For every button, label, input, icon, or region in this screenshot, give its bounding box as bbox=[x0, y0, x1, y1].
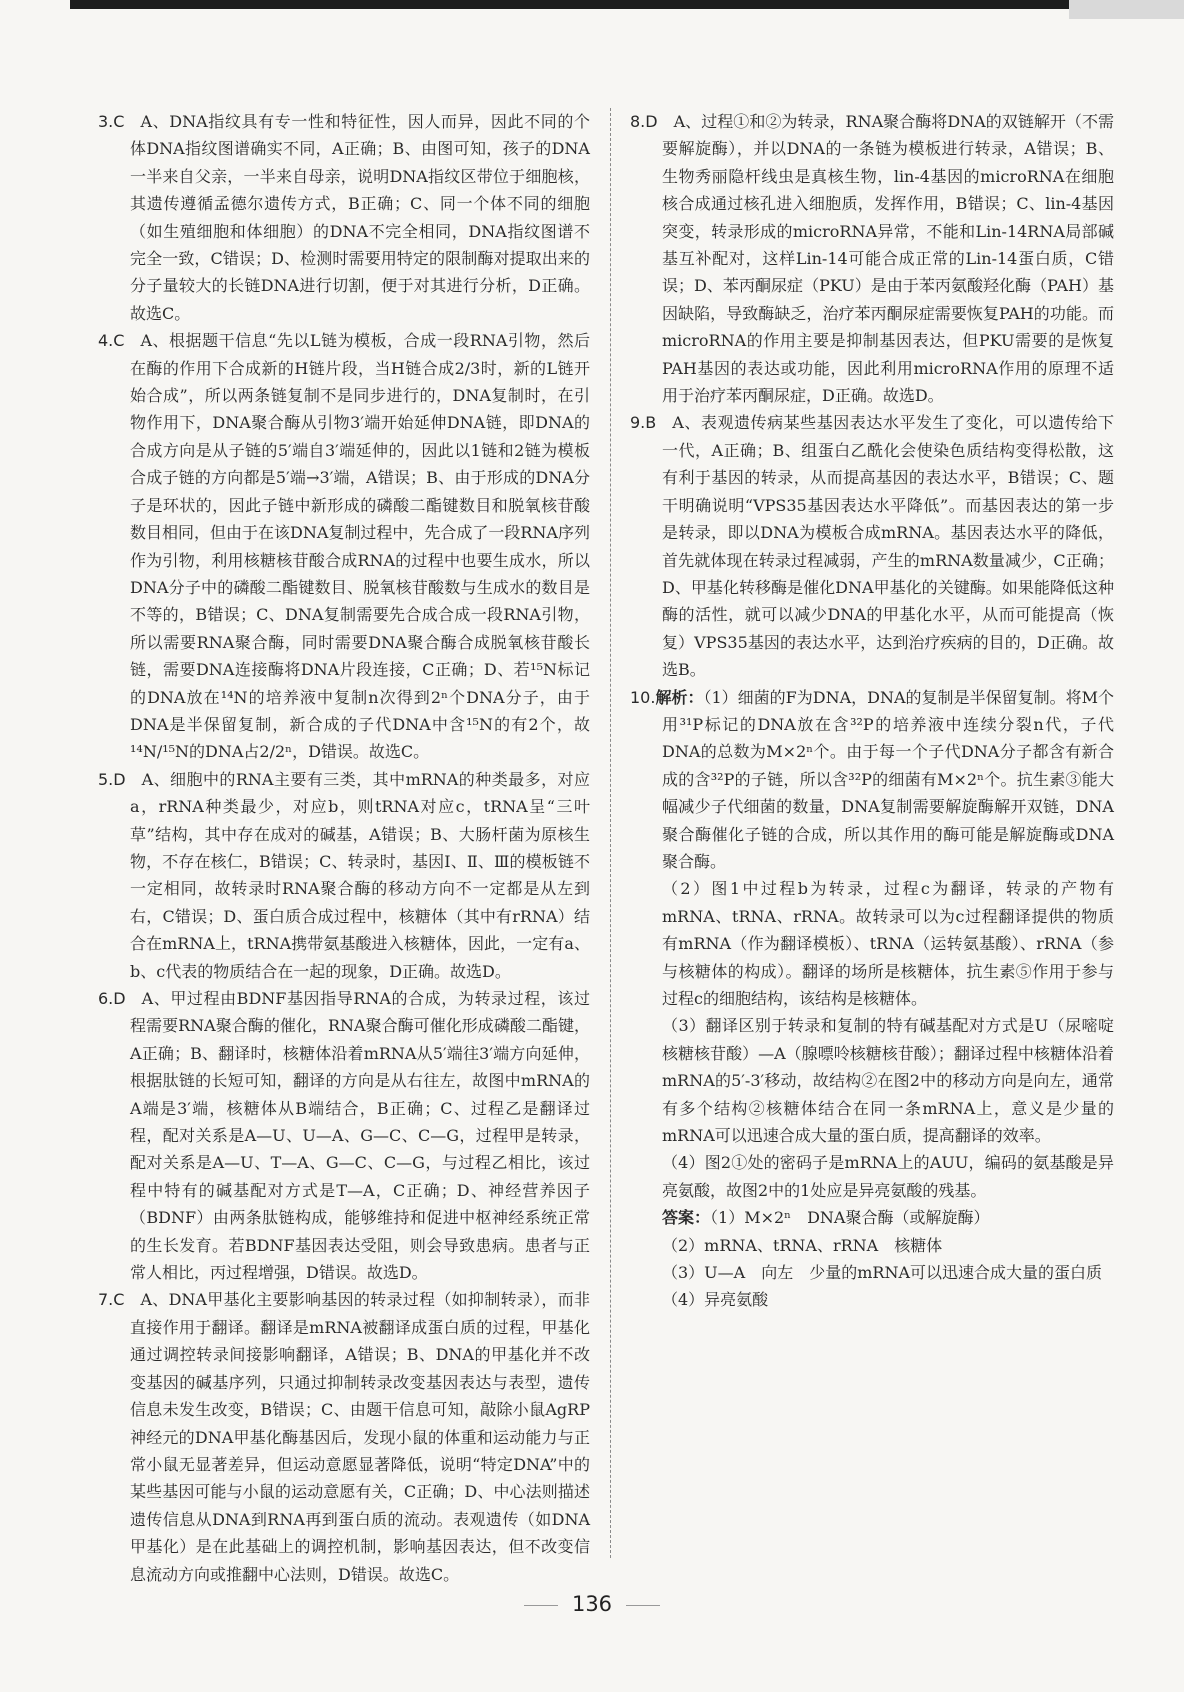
page-top-edge bbox=[70, 0, 1070, 9]
page-number: 136 bbox=[571, 1592, 613, 1616]
footer-dash-right bbox=[626, 1605, 660, 1606]
question-explanation: A、DNA指纹具有专一性和特征性，因人而异，因此不同的个体DNA指纹图谱确实不同，A正确；B、由图可知，孩子的DNA一半来自父亲，一半来自母亲，说明DNA指纹区带位于细胞核，其遗传遵循孟德尔遗传方式，B正确；C、同一个体不同的细胞（如生殖细胞和体细胞）的DNA不完全相同，DNA指纹图谱不完全一致，C错误；D、检测时需要用特定的限制酶对提取出来的分子量较大的长链DNA进行切割，便于对其进行分析，D正确。故选C。 bbox=[130, 112, 590, 323]
answer-line-4: （4）异亮氨酸 bbox=[662, 1290, 769, 1310]
answer-label: 答案： bbox=[662, 1208, 711, 1228]
question-answer: B bbox=[645, 413, 657, 433]
question-10-part-1 bbox=[630, 684, 1114, 876]
question-number: 9. bbox=[630, 413, 646, 433]
question-explanation: A、DNA甲基化主要影响基因的转录过程（如抑制转录），而非直接作用于翻译。翻译是mRNA被翻译成蛋白质的过程，甲基化通过调控转录间接影响翻译，A错误；B、DNA的甲基化并不改变基因的碱基序列，只通过抑制转录改变基因表达与表型，遗传信息未发生改变，B错误；C、由题干信息可知，敲除小鼠AgRP神经元的DNA甲基化酶基因后，发现小鼠的体重和运动能力与正常小鼠无显著差异，但运动意愿显著降低，说明“特定DNA”中的某些基因可能与小鼠的运动意愿有关，C正确；D、中心法则描述遗传信息从DNA到RNA再到蛋白质的流动。表观遗传（如DNA甲基化）是在此基础上的调控机制，影响基因表达，但不改变信息流动方向或推翻中心法则，D错误。故选C。 bbox=[130, 1290, 590, 1584]
answer-text: （1）M×2ⁿ DNA聚合酶（或解旋酶） bbox=[710, 1208, 990, 1228]
question-4 bbox=[98, 327, 590, 766]
question-explanation: A、表观遗传病某些基因表达水平发生了变化，可以遗传给下一代，A正确；B、组蛋白乙酰化会使染色质结构变得松散，这有利于基因的转录，从而提高基因的表达水平，B错误；C、题干明确说明“VPS35基因表达水平降低”。而基因表达的第一步是转录，即以DNA为模板合成mRNA。基因表达水平的降低，首先就体现在转录过程减弱，产生的mRNA数量减少，C正确；D、甲基化转移酶是催化DNA甲基化的关键酶。如果能降低这种酶的活性，就可以减少DNA的甲基化水平，从而可能提高（恢复）VPS35基因的表达水平，达到治疗疾病的目的，D正确。故选B。 bbox=[662, 413, 1114, 680]
column-divider bbox=[610, 108, 611, 1558]
question-number: 7. bbox=[98, 1290, 114, 1310]
question-number: 6. bbox=[98, 989, 114, 1008]
right-column bbox=[630, 108, 1114, 1314]
answer-line-1 bbox=[630, 1204, 1114, 1231]
answer-line-2: （2）mRNA、tRNA、rRNA 核糖体 bbox=[662, 1235, 943, 1255]
page-corner-tab bbox=[1069, 0, 1184, 19]
question-10-part-3: （3）翻译区别于转录和复制的特有碱基配对方式是U（尿嘧啶核糖核苷酸）—A（腺嘌呤核糖核苷酸）；翻译过程中核糖体沿着mRNA的5′-3′移动，故结构②在图2中的移动方向是向左，通常有多个结构②核糖体结合在同一条mRNA上，意义是少量的mRNA可以迅速合成大量的蛋白质，提高翻译的效率。 bbox=[662, 1016, 1114, 1146]
question-explanation: A、细胞中的RNA主要有三类，其中mRNA的种类最多，对应a，rRNA种类最少，对应b，则tRNA对应c，tRNA呈“三叶草”结构，其中存在成对的碱基，A错误；B、大肠杆菌为原核生物，不存在核仁，B错误；C、转录时，基因Ⅰ、Ⅱ、Ⅲ的模板链不一定相同，故转录时RNA聚合酶的移动方向不一定都是从左到右，C错误；D、蛋白质合成过程中，核糖体（其中有rRNA）结合在mRNA上，tRNA携带氨基酸进入核糖体，因此，一定有a、b、c代表的物质结合在一起的现象，D正确。故选D。 bbox=[130, 769, 590, 981]
question-6 bbox=[98, 985, 590, 1286]
question-answer: D bbox=[113, 769, 126, 789]
question-explanation: A、过程①和②为转录，RNA聚合酶将DNA的双链解开（不需要解旋酶），并以DNA的一条链为模板进行转录，A错误；B、生物秀丽隐杆线虫是真核生物，lin-4基因的microRNA在细胞核合成通过核孔进入细胞质，发挥作用，B错误；C、lin-4基因突变，转录形成的microRNA异常，不能和Lin-14RNA局部碱基互补配对，这样Lin-14可能合成正常的Lin-14蛋白质，C错误；D、苯丙酮尿症（PKU）是由于苯丙氨酸羟化酶（PAH）基因缺陷，导致酶缺乏，治疗苯丙酮尿症需要恢复PAH的功能。而microRNA的作用主要是抑制基因表达，但PKU需要的是恢复PAH基因的表达或功能，因此利用microRNA作用的原理不适用于治疗苯丙酮尿症，D正确。故选D。 bbox=[662, 112, 1114, 406]
question-answer: D bbox=[645, 112, 658, 131]
page-footer bbox=[0, 1592, 1184, 1616]
question-10-part-4: （4）图2①处的密码子是mRNA上的AUU，编码的氨基酸是异亮氨酸，故图2中的1处应是异亮氨酸的残基。 bbox=[662, 1153, 1114, 1200]
question-10-part-2: （2）图1中过程b为转录，过程c为翻译，转录的产物有mRNA、tRNA、rRNA。故转录可以为c过程翻译提供的物质有mRNA（作为翻译模板）、tRNA（运转氨基酸）、rRNA（参与核糖体的构成）。翻译的场所是核糖体，抗生素⑤作用于参与过程c的细胞结构，该结构是核糖体。 bbox=[662, 879, 1114, 1008]
question-explanation: A、甲过程由BDNF基因指导RNA的合成，为转录过程，该过程需要RNA聚合酶的催化，RNA聚合酶可催化形成磷酸二酯键，A正确；B、翻译时，核糖体沿着mRNA从5′端往3′端方向延伸，根据肽链的长短可知，翻译的方向是从右往左，故图中mRNA的A端是3′端，核糖体从B端结合，B正确；C、过程乙是翻译过程，配对关系是A—U、U—A、G—C、C—G，过程甲是转录，配对关系是A—U、T—A、G—C、C—G，与过程乙相比，该过程中特有的碱基配对方式是T—A，C正确；D、神经营养因子（BDNF）由两条肽链构成，能够维持和促进中枢神经系统正常的生长发育。若BDNF基因表达受阻，则会导致患病。患者与正常人相比，丙过程增强，D错误。故选D。 bbox=[130, 989, 590, 1283]
question-answer: C bbox=[113, 1290, 125, 1310]
question-number: 8. bbox=[630, 112, 646, 131]
answer-line-3: （3）U—A 向左 少量的mRNA可以迅速合成大量的蛋白质 bbox=[662, 1263, 1102, 1283]
question-answer: C bbox=[113, 112, 125, 131]
question-5 bbox=[98, 766, 590, 985]
question-number: 5. bbox=[98, 769, 114, 789]
question-7 bbox=[98, 1286, 590, 1587]
left-column bbox=[98, 108, 590, 1588]
analysis-label: 解析： bbox=[655, 687, 704, 707]
question-answer: D bbox=[113, 989, 126, 1008]
question-answer: C bbox=[113, 331, 125, 351]
question-8 bbox=[630, 108, 1114, 409]
question-3 bbox=[98, 108, 590, 327]
analysis-text: （1）细菌的F为DNA，DNA的复制是半保留复制。将M个用³¹P标记的DNA放在含³²P的培养液中连续分裂n代，子代DNA的总数为M×2ⁿ个。由于每一个子代DNA分子都含有新合成的含³²P的子链，所以含³²P的细菌有M×2ⁿ个。抗生素③能大幅减少子代细菌的数量，DNA复制需要解旋酶解开双链，DNA聚合酶催化子链的合成，所以其作用的酶可能是解旋酶或DNA聚合酶。 bbox=[662, 687, 1114, 871]
question-number: 10. bbox=[630, 687, 656, 707]
question-explanation: A、根据题干信息“先以L链为模板，合成一段RNA引物，然后在酶的作用下合成新的H链片段，当H链合成2/3时，新的L链开始合成”，所以两条链复制不是同步进行的，DNA复制时，在引物作用下，DNA聚合酶从引物3′端开始延伸DNA链，即DNA的合成方向是从子链的5′端自3′端延伸的，因此以1链和2链为模板合成子链的方向都是5′端→3′端，A错误；B、由于形成的DNA分子是环状的，因此子链中新形成的磷酸二酯键数目和脱氧核苷酸数目相同，但由于在该DNA复制过程中，先合成了一段RNA序列作为引物，利用核糖核苷酸合成RNA的过程中也要生成水，所以DNA分子中的磷酸二酯键数目、脱氧核苷酸数与生成水的数目是不等的，B错误；C、DNA复制需要先合成合成一段RNA引物，所以需要RNA聚合酶，同时需要DNA聚合酶合成脱氧核苷酸长链，需要DNA连接酶将DNA片段连接，C正确；D、若¹⁵N标记的DNA放在¹⁴N的培养液中复制n次得到2ⁿ个DNA分子，由于DNA是半保留复制，新合成的子代DNA中含¹⁵N的有2个，故¹⁴N/¹⁵N的DNA占2/2ⁿ，D错误。故选C。 bbox=[130, 331, 590, 762]
question-9 bbox=[630, 409, 1114, 683]
footer-dash-left bbox=[524, 1605, 558, 1606]
question-number: 4. bbox=[98, 331, 114, 351]
question-number: 3. bbox=[98, 112, 114, 131]
